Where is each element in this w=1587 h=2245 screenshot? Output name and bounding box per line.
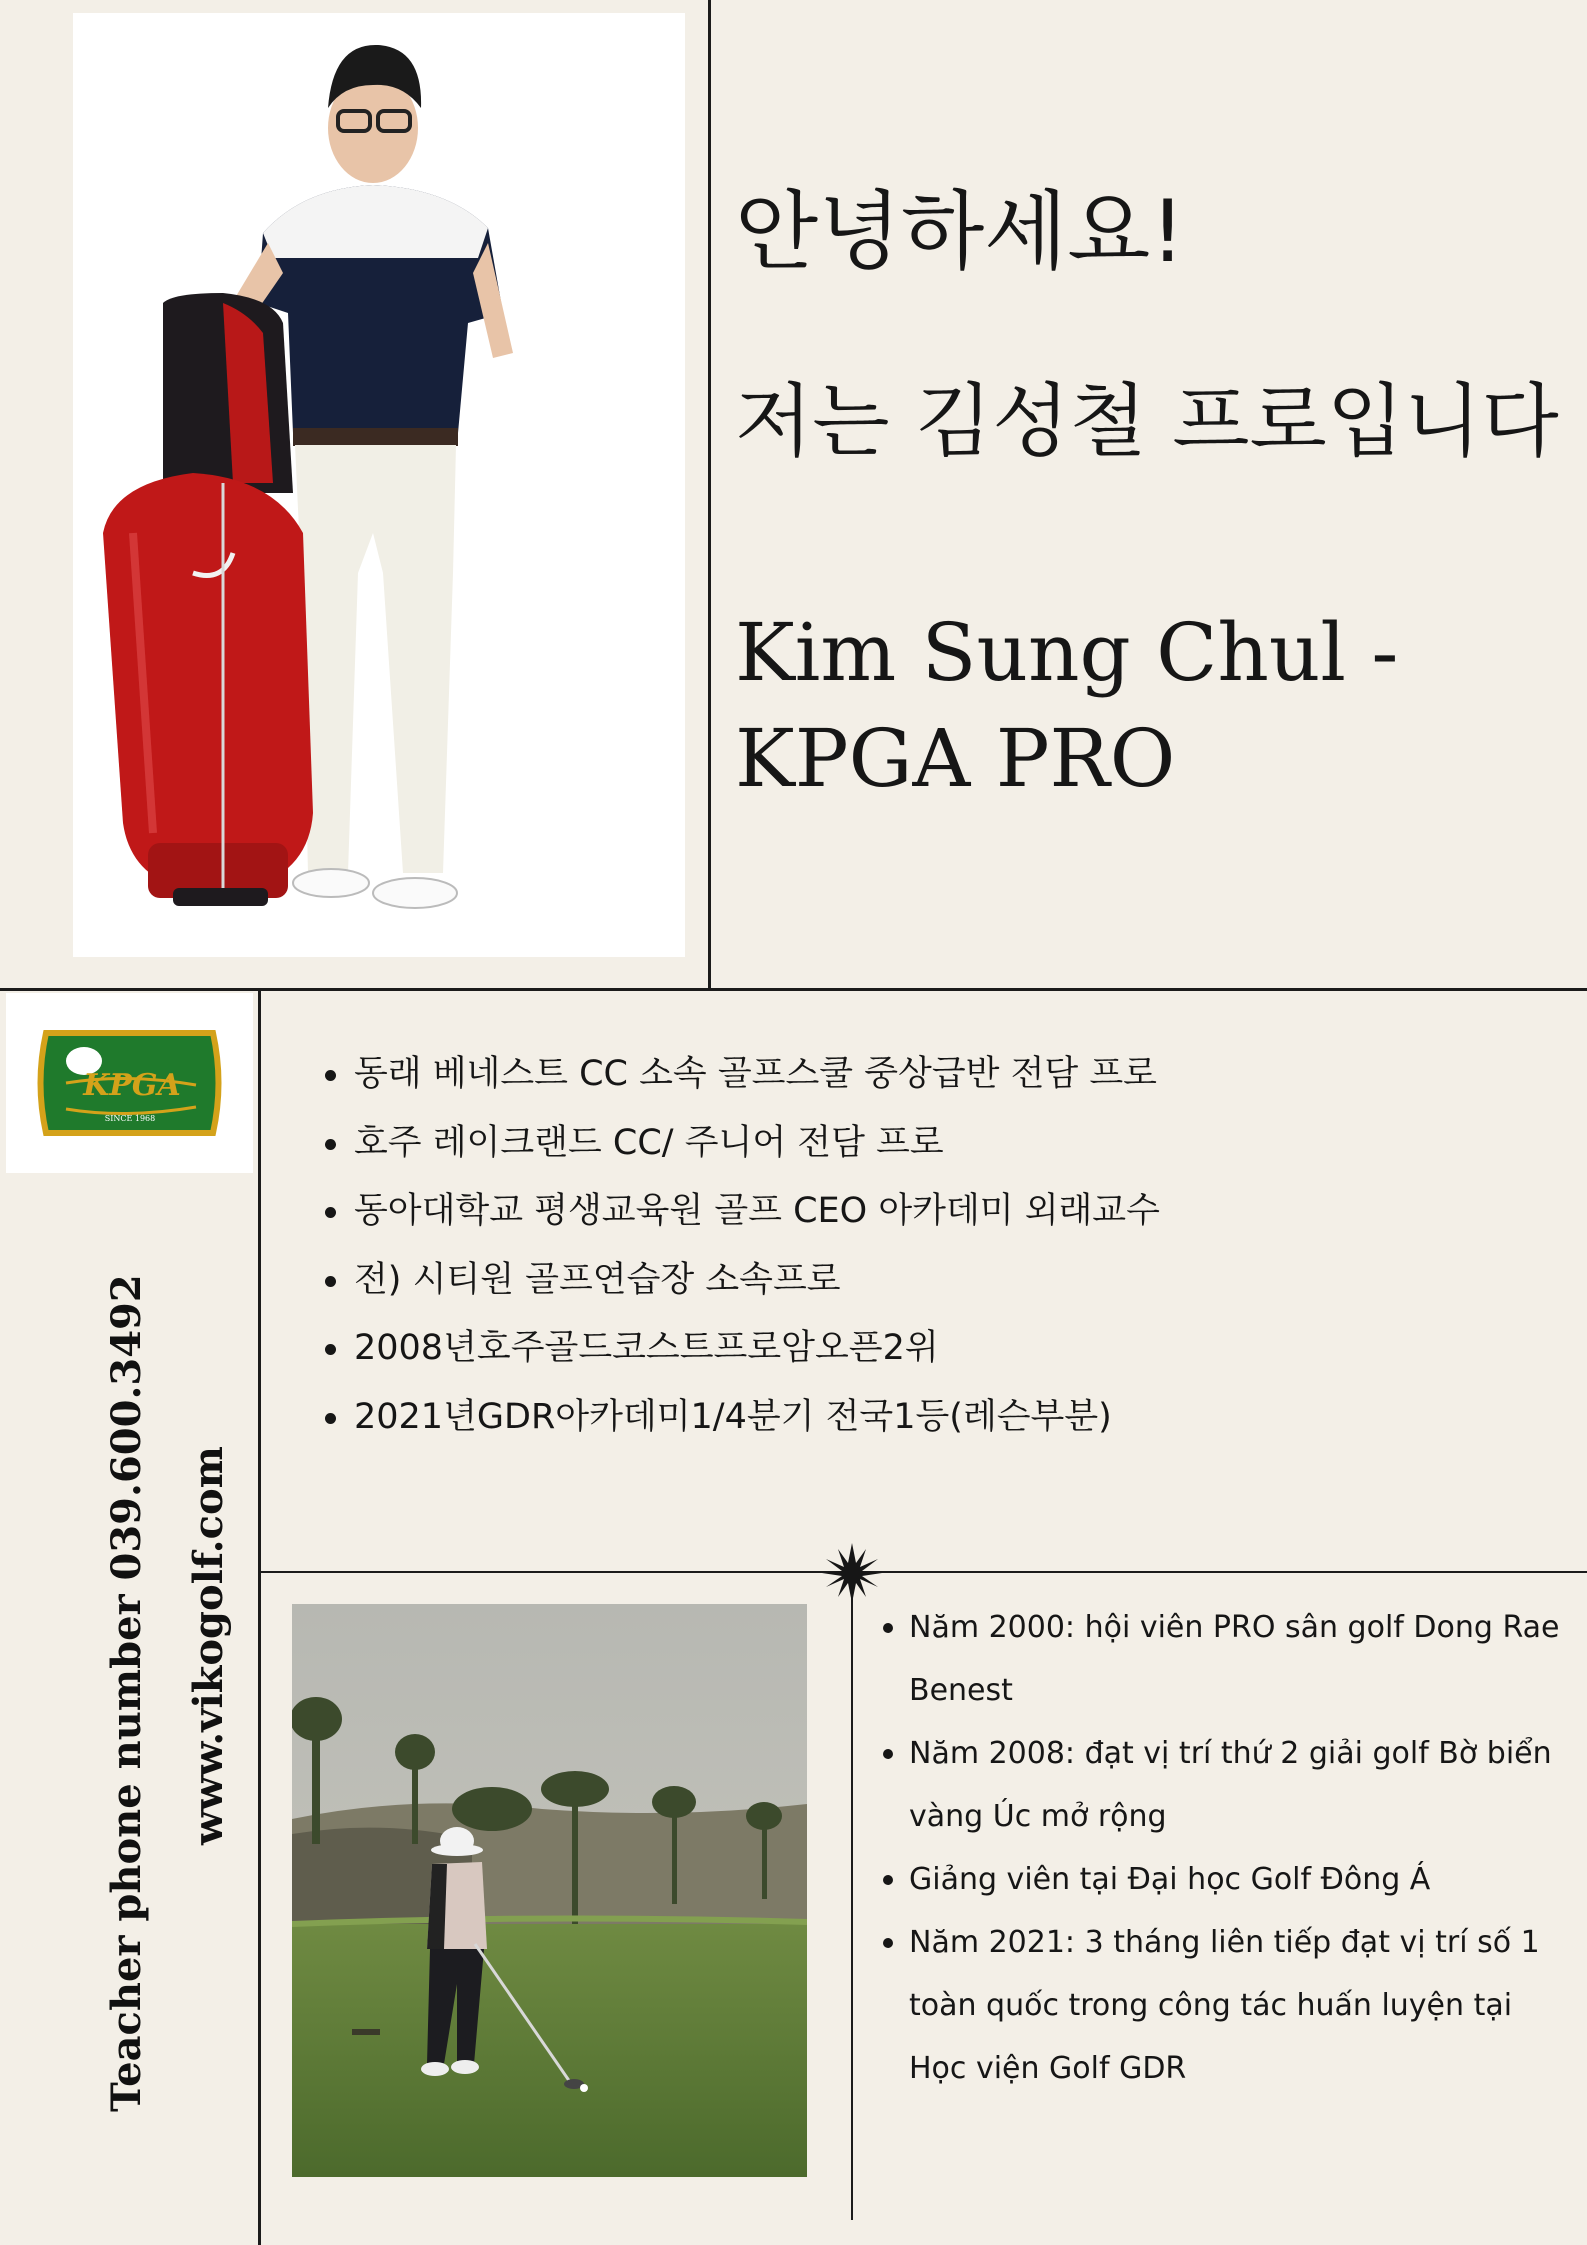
star-burst-icon [822,1543,882,1603]
kpga-logo [6,993,253,1173]
phone-number: Teacher phone number 039.600.3492 [103,1274,150,2112]
divider-vertical-top [708,0,711,990]
profile-photo [73,13,685,957]
name-line-1: Kim Sung Chul - [735,606,1399,699]
logo-since: SINCE 1968 [104,1114,156,1123]
list-item: 동래 베네스트 CC 소속 골프스쿨 중상급반 전담 프로 [322,1040,1160,1109]
vietnamese-credentials-list [880,1596,1560,2100]
list-item: 2021년GDR아카데미1/4분기 전국1등(레슨부분) [322,1383,1160,1452]
logo-text: KPGA [83,1068,181,1103]
list-item: 동아대학교 평생교육원 골프 CEO 아카데미 외래교수 [322,1177,1160,1246]
list-item: Năm 2021: 3 tháng liên tiếp đạt vị trí số 1 toàn quốc trong công tác huấn luyện tại Học viện Golf GDR [880,1911,1560,2100]
list-item: 2008년호주골드코스트프로암오픈2위 [322,1314,1160,1383]
divider-vertical-left [258,990,261,2245]
divider-horizontal-middle [0,988,1587,991]
divider-vertical-bottom [851,1573,853,2220]
divider-horizontal-lower [260,1571,1587,1573]
golf-swing-photo [292,1604,807,2177]
greeting-heading: 안녕하세요! [735,182,1185,282]
intro-heading: 저는 김성철 프로입니다 [735,375,1559,468]
list-item: Năm 2008: đạt vị trí thứ 2 giải golf Bờ biển vàng Úc mở rộng [880,1722,1560,1848]
list-item: 호주 레이크랜드 CC/ 주니어 전담 프로 [322,1109,1160,1178]
list-item: 전) 시티원 골프연습장 소속프로 [322,1246,1160,1315]
name-title [735,600,1555,811]
name-line-2: KPGA PRO [735,711,1176,805]
list-item: Giảng viên tại Đại học Golf Đông Á [880,1848,1560,1911]
website-link[interactable]: www.vikogolf.com [185,1446,232,1845]
korean-credentials-list [322,1040,1160,1451]
list-item: Năm 2000: hội viên PRO sân golf Dong Rae Benest [880,1596,1560,1722]
